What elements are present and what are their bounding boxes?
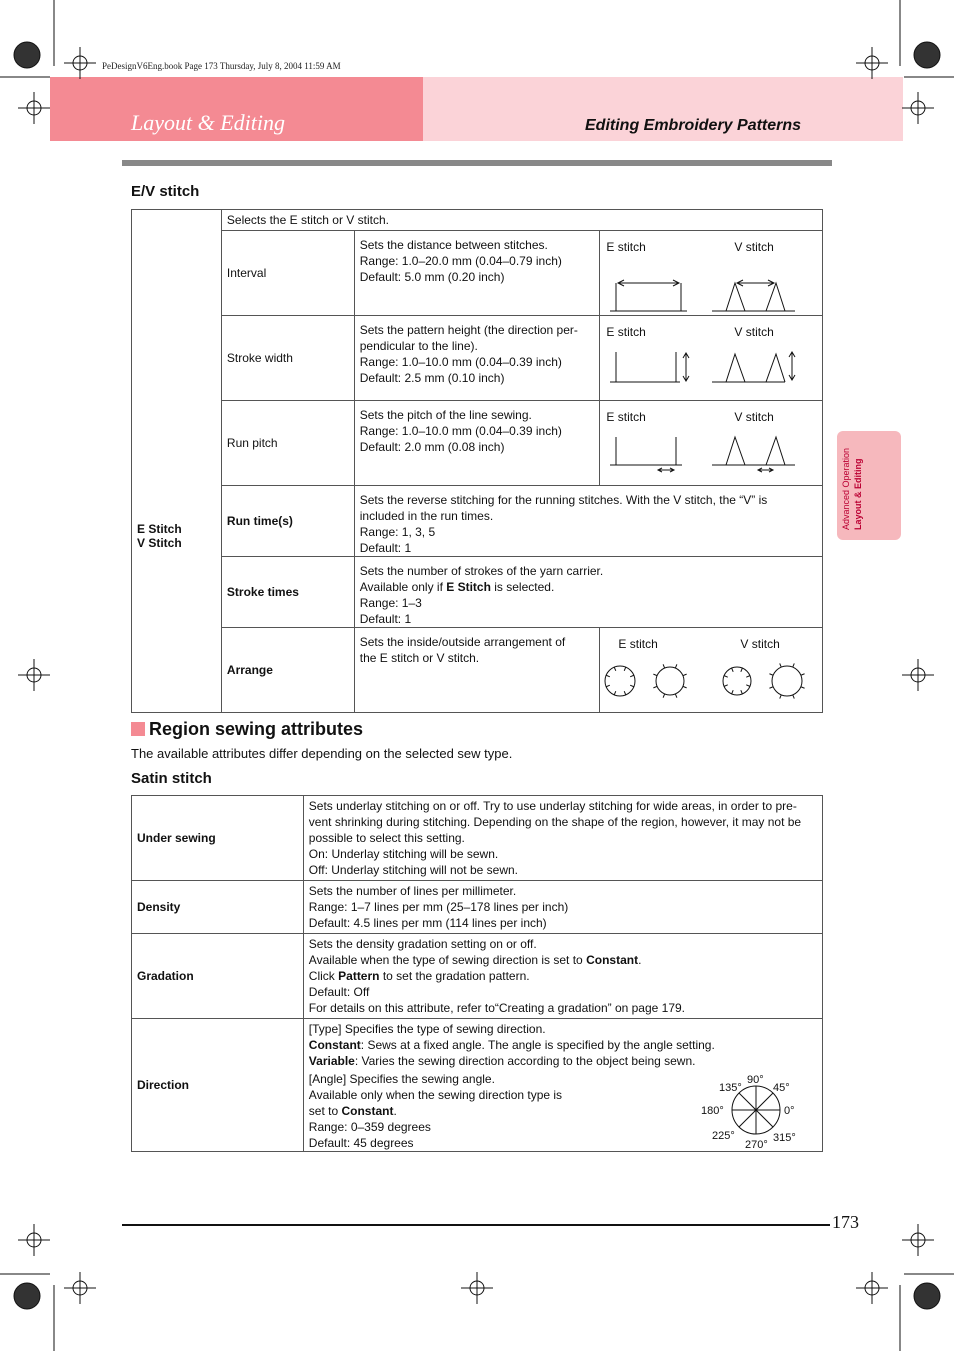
run-pitch-figure: E stitch V stitch [600,401,823,486]
chapter-title: Editing Embroidery Patterns [585,117,802,134]
footer-rule [122,1224,830,1226]
angle-0: 0° [783,1105,795,1117]
arrange-figure: E stitch V stitch [600,628,823,713]
run-pitch-desc: Sets the pitch of the line sewing. Range: 1.0–10.0 mm (0.04–0.39 inch) Default: 2.0 mm (0.08 inch) [354,401,600,486]
stroke-width-figure: E stitch V stitch [600,316,823,401]
arrange-tick [732,690,734,694]
v-stitch-label: V stitch [734,240,774,254]
crosshair-b2 [461,1272,493,1304]
arrange-tick [664,664,666,668]
interval-figure [600,231,823,316]
stroke-width-label: Stroke width [221,316,354,401]
arrange-tick [732,668,734,672]
crosshair-b1 [64,1272,96,1304]
arrange-tick [741,668,743,672]
run-times-desc: Sets the reverse stitching for the running stitches. With the V stitch, the “V” is included in the run times. Range: 1, 3, 5 Default: 1 [354,486,822,557]
density-desc: Sets the number of lines per millimeter. Range: 1–7 lines per mm (25–178 lines per inch) Default: 4.5 lines per mm (114 lines per inch) [303,881,822,934]
arrange-tick [741,690,743,694]
ev-intro: Selects the E stitch or V stitch. [221,210,822,231]
angle-dial [699,1069,809,1149]
arrange-tick [747,685,751,687]
stroke-times-desc: Sets the number of strokes of the yarn carrier. Available only if E Stitch is selected. Range: 1–3 Default: 1 [354,557,822,628]
e-stitch-label: E stitch [606,240,646,254]
arrange-tick [654,674,658,676]
arrange-tick [625,691,627,695]
direction-desc: [Type] Specifies the type of sewing direction. Constant: Sews at a fixed angle. The angle is specified by the angle setting. Variable: Varies the sewing direction according to the object being sewn. [Angle] Specifies the sewing angle. Available only when the sewing direction type is set to Constant. Range: 0–359 degrees Default: 45 degrees 90° 45° 135° 180° 0° 225° 270° 315° [303,1019,822,1152]
arrange-tick [770,674,774,676]
crosshair-mr [902,92,934,124]
reg-disc-tl [14,42,40,68]
stroke-width-diagram [600,316,822,400]
arrange-tick [801,687,805,689]
direction-label: Direction [132,1019,304,1152]
interval-desc: Sets the distance between stitches. Range: 1.0–20.0 mm (0.04–0.79 inch) Default: 5.0 mm (0.20 inch) [354,231,600,316]
arrange-desc: Sets the inside/outside arrangement of the E stitch or V stitch. [354,628,600,713]
run-pitch-label: Run pitch [221,401,354,486]
grey-rule [122,160,832,166]
page-number: 173 [832,1212,859,1232]
arrange-tick [780,695,782,699]
under-sewing-desc: Sets underlay stitching on or off. Try to use underlay stitching for wide areas, in order to pre- vent shrinking during stitching. Depending on the shape of the region, however, it may not be possible to select this setting. On: Underlay stitching will be sewn. Off: Underlay stitching will not be sewn. [303,796,822,881]
region-heading: Region sewing attributes [149,719,364,739]
crosshair-tr [856,47,888,79]
crosshair-tl [64,47,96,79]
reg-disc-br [914,1283,940,1309]
arrange-tick [615,691,617,695]
arrange-tick [607,675,611,677]
arrange-tick [793,663,795,667]
angle-45: 45° [772,1082,790,1094]
arrange-tick [747,676,751,678]
arrange-tick [801,674,805,676]
arrange-tick [724,676,728,678]
arrange-tick [780,663,782,667]
angle-135: 135° [718,1082,742,1094]
arrange-tick [664,694,666,698]
arrange-tick [793,695,795,699]
arrange-tick [683,674,687,676]
arrange-tick [615,667,617,671]
angle-315: 315° [772,1132,796,1144]
arrange-tick [724,685,728,687]
crosshair-r-mid [902,659,934,691]
angle-180: 180° [700,1105,724,1117]
angle-90: 90° [746,1074,764,1086]
under-sewing-label: Under sewing [132,796,304,881]
run-times-label: Run time(s) [221,486,354,557]
angle-225: 225° [711,1130,735,1142]
crosshair-br [902,1224,934,1256]
crosshair-bl [18,1224,50,1256]
crosshair-ml [18,92,50,124]
reg-disc-tr [914,42,940,68]
arrange-tick [683,686,687,688]
arrange-tick [631,675,635,677]
arrange-tick [631,685,635,687]
gradation-desc: Sets the density gradation setting on or off. Available when the type of sewing direction is set to Constant. Click Pattern to set the gradation pattern. Default: Off For details on this attribute, refer to“Creating a gradation” on page 179. [303,934,822,1019]
arrange-tick [654,686,658,688]
region-intro: The available attributes differ depending on the selected sew type. [131,746,513,761]
arrange-tick [676,694,678,698]
book-info: PeDesignV6Eng.book Page 173 Thursday, July 8, 2004 11:59 AM [102,61,341,71]
crosshair-b3 [856,1272,888,1304]
ev-table [131,209,823,713]
arrange-tick [676,664,678,668]
stroke-times-label: Stroke times [221,557,354,628]
arrange-tick [607,685,611,687]
arrange-tick [625,667,627,671]
interval-label: Interval [221,231,354,316]
arrange-label: Arrange [221,628,354,713]
arrange-tick [770,687,774,689]
run-pitch-diagram [600,401,822,485]
section-title: Layout & Editing [131,110,285,135]
ev-heading: E/V stitch [131,183,200,200]
side-tab-text: Advanced Operation Layout & Editing [841,447,863,530]
interval-diagram [600,231,822,315]
gradation-label: Gradation [132,934,304,1019]
satin-heading: Satin stitch [131,770,212,787]
arrange-diagram [600,628,822,712]
angle-270: 270° [744,1139,768,1149]
heading-marker [131,722,145,736]
density-label: Density [132,881,304,934]
satin-table [131,795,823,1152]
reg-disc-bl [14,1283,40,1309]
ev-row-label: E Stitch V Stitch [132,210,222,713]
crosshair-l-mid [18,659,50,691]
stroke-width-desc: Sets the pattern height (the direction per- pendicular to the line). Range: 1.0–10.0 mm (0.04–0.39 inch) Default: 2.5 mm (0.10 inch) [354,316,600,401]
